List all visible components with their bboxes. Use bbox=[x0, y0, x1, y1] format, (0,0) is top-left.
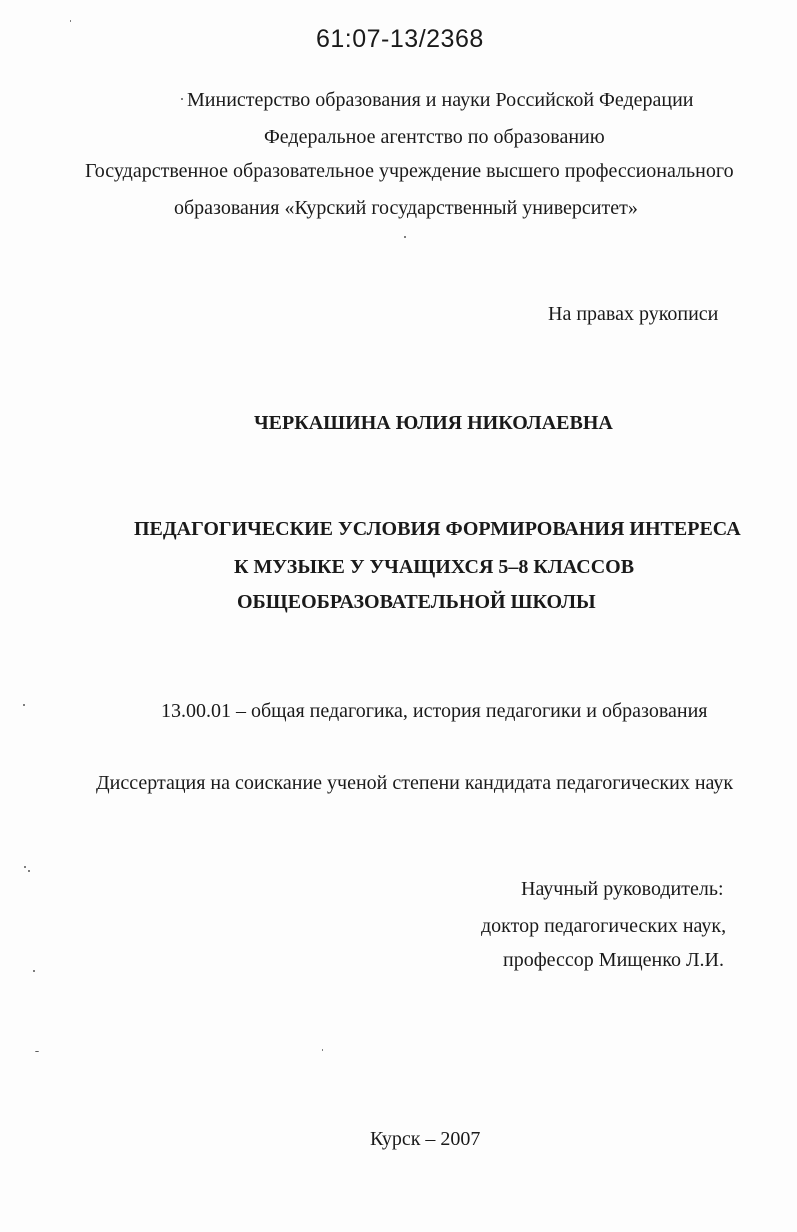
scan-speck bbox=[181, 98, 183, 100]
scan-speck bbox=[24, 866, 26, 868]
scan-speck bbox=[33, 970, 35, 972]
university-line-2: образования «Курский государственный университет» bbox=[174, 197, 638, 219]
ministry-line: Министерство образования и науки Российской Федерации bbox=[187, 89, 694, 111]
degree-line: Диссертация на соискание ученой степени кандидата педагогических наук bbox=[96, 772, 734, 794]
manuscript-note: На правах рукописи bbox=[548, 303, 719, 325]
scan-speck bbox=[35, 1051, 39, 1052]
agency-line: Федеральное агентство по образованию bbox=[264, 126, 605, 148]
supervisor-name: профессор Мищенко Л.И. bbox=[503, 949, 724, 971]
title-line-3: ОБЩЕОБРАЗОВАТЕЛЬНОЙ ШКОЛЫ bbox=[237, 591, 596, 613]
scan-speck bbox=[404, 236, 406, 238]
title-line-2: К МУЗЫКЕ У УЧАЩИХСЯ 5–8 КЛАССОВ bbox=[234, 556, 635, 578]
scan-speck bbox=[23, 704, 25, 706]
supervisor-label: Научный руководитель: bbox=[521, 878, 724, 900]
author-name: ЧЕРКАШИНА ЮЛИЯ НИКОЛАЕВНА bbox=[254, 412, 613, 434]
scan-speck bbox=[70, 20, 71, 22]
scan-speck bbox=[28, 870, 30, 872]
specialty-line: 13.00.01 – общая педагогика, история педагогики и образования bbox=[161, 700, 708, 722]
supervisor-degree: доктор педагогических наук, bbox=[481, 915, 727, 937]
place-year: Курск – 2007 bbox=[370, 1128, 481, 1150]
university-line-1: Государственное образовательное учреждение высшего профессионального bbox=[85, 160, 734, 182]
archive-code-stamp: 61:07-13/2368 bbox=[316, 25, 484, 53]
scan-speck bbox=[322, 1049, 323, 1051]
title-line-1: ПЕДАГОГИЧЕСКИЕ УСЛОВИЯ ФОРМИРОВАНИЯ ИНТЕРЕСА bbox=[134, 518, 741, 540]
